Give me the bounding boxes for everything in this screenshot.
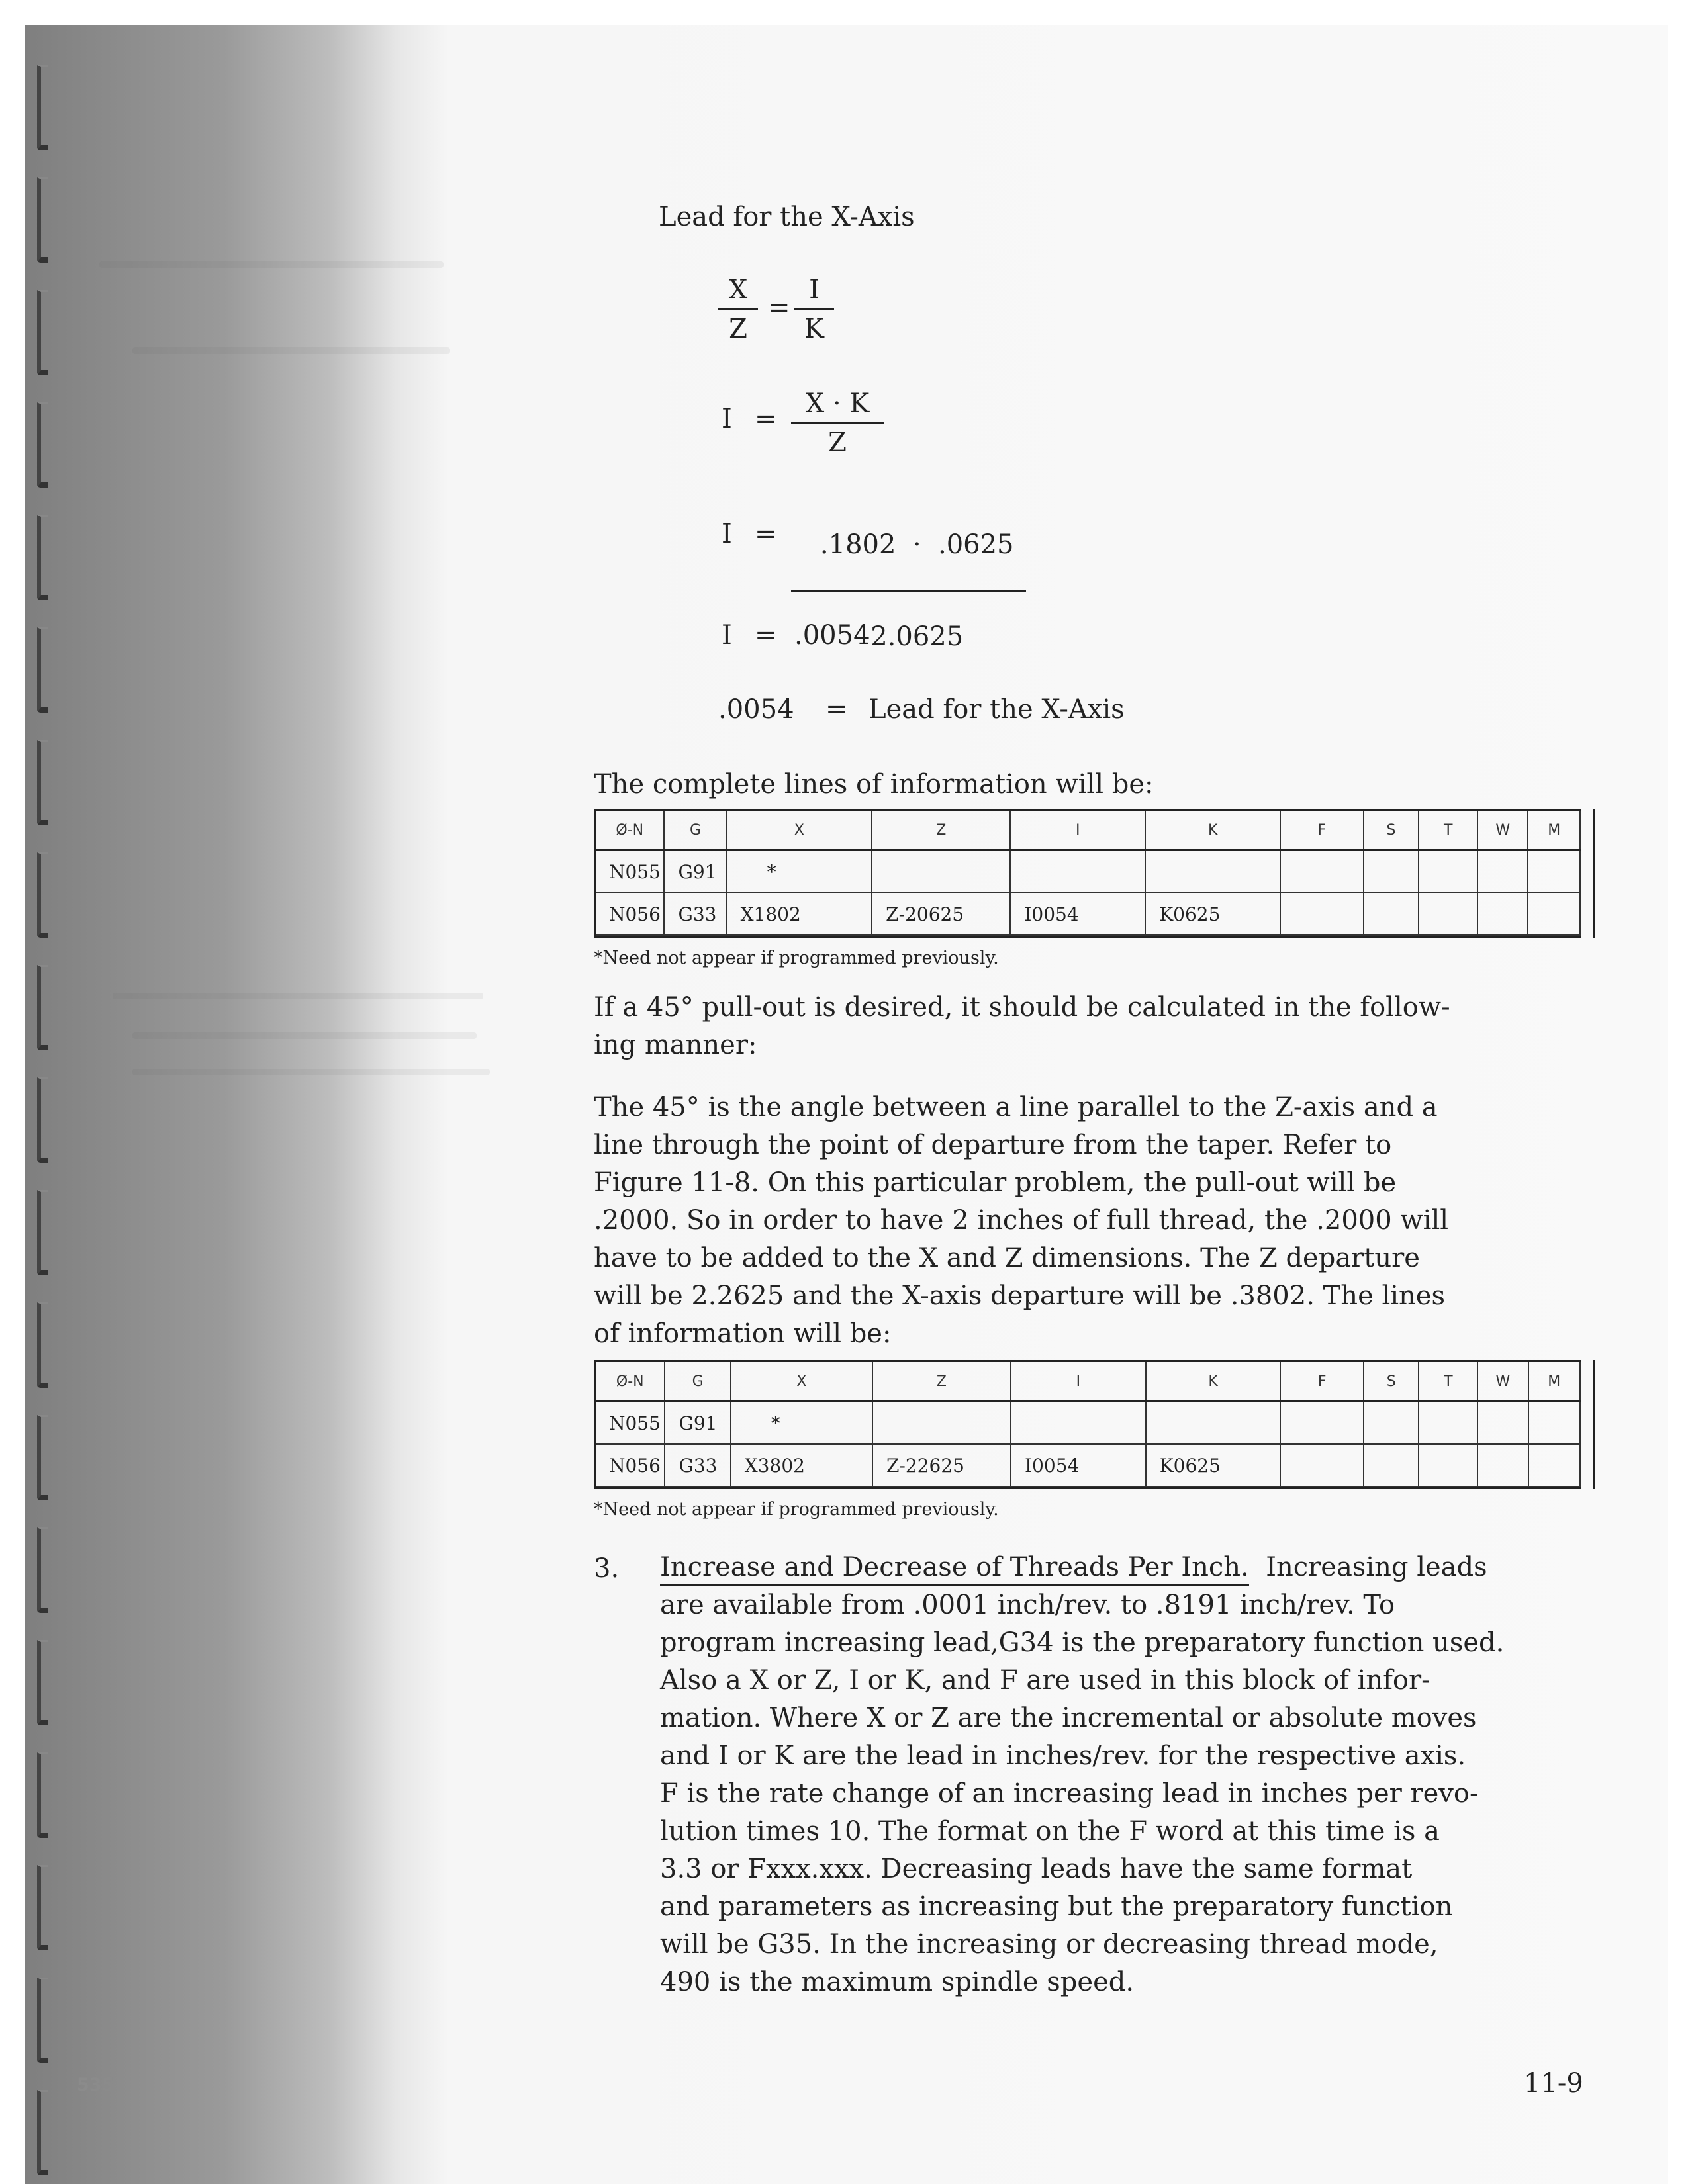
binding-ring [37,965,48,1050]
table-footnote: *Need not appear if programmed previously. [594,948,999,968]
binding-ring [37,290,48,375]
equals-sign: = [825,694,848,725]
fraction-i-over-k [794,277,834,342]
text-line: and I or K are the lead in inches/rev. for the respective axis. [660,1741,1466,1771]
table-cell [1364,850,1419,893]
binding-ring [37,1415,48,1500]
header-cell: S [1364,1362,1419,1402]
table-cell [1528,893,1580,935]
text-line: If a 45° pull-out is desired, it should be calculated in the follow- [594,992,1450,1023]
header-cell: X [731,1362,872,1402]
text-line: program increasing lead,G34 is the preparatory function used. [660,1627,1505,1658]
fraction-x-over-z [718,277,758,342]
table-row [596,1402,1580,1445]
text-line: Figure 11-8. On this particular problem, the pull-out will be [594,1167,1397,1198]
binding-ring [37,1865,48,1950]
table-cell [1010,850,1145,893]
table-cell: K0625 [1146,1444,1281,1486]
table-cell: Z-22625 [872,1444,1011,1486]
denominator: Z [828,428,847,458]
table-cell: I0054 [1011,1444,1146,1486]
table-cell [1419,850,1477,893]
numerator: X [728,275,748,305]
equals-sign: = [755,404,777,434]
binding-ring [37,1640,48,1725]
table-cell [1528,1402,1580,1445]
fraction-xk-over-z [791,390,884,456]
denominator: 2.0625 [870,621,964,652]
table-cell [1280,1444,1363,1486]
table-cell: N055 [596,850,664,893]
table-cell [1477,893,1528,935]
table-cell [1364,1444,1419,1486]
text-line: line through the point of departure from the taper. Refer to [594,1130,1392,1160]
binding-ring [37,1527,48,1613]
text-line: ing manner: [594,1030,757,1060]
table-cell: G91 [664,850,726,893]
binding-ring [37,177,48,263]
table-cell: N055 [596,1402,665,1445]
table-cell [1528,850,1580,893]
table-cell: * [727,850,872,893]
binding-ring [37,1190,48,1275]
text-line: F is the rate change of an increasing lead in inches per revo- [660,1778,1479,1809]
table-cell: X3802 [731,1444,872,1486]
text-line: 490 is the maximum spindle speed. [660,1967,1135,1997]
table-cell [1364,1402,1419,1445]
equals-sign: = [755,519,777,549]
table-cell [1280,1402,1363,1445]
table-header-row [596,811,1580,850]
binding-ring [37,2090,48,2175]
text-line: 3.3 or Fxxx.xxx. Decreasing leads have the same format [660,1854,1413,1884]
denominator: K [804,314,824,344]
eq2-lhs: I [722,404,732,434]
table-row [596,1444,1580,1486]
lead-heading: Lead for the X-Axis [659,202,915,232]
pullout-paragraph [594,989,1450,1064]
header-cell: K [1146,1362,1281,1402]
header-cell: W [1477,811,1528,850]
eq5-lhs: .0054 [718,694,794,725]
angle-paragraph [594,1089,1448,1353]
table-row [596,893,1580,935]
text-line: mation. Where X or Z are the incremental or absolute moves [660,1703,1477,1733]
binding-ring [37,740,48,825]
binding-ring [37,852,48,938]
table-cell: N056 [596,1444,665,1486]
text-line: The 45° is the angle between a line parallel to the Z-axis and a [594,1092,1438,1122]
table-cell: X1802 [727,893,872,935]
table-cell [1011,1402,1146,1445]
table-cell [872,850,1010,893]
header-cell: I [1011,1362,1146,1402]
eq4-lhs: I [722,620,732,651]
text-line: lution times 10. The format on the F word at this time is a [660,1816,1440,1846]
text-line: are available from .0001 inch/rev. to .8191 inch/rev. To [660,1590,1395,1620]
header-cell: T [1419,811,1477,850]
header-cell: S [1364,811,1419,850]
page-number: 11-9 [1524,2068,1583,2099]
section-title: Increase and Decrease of Threads Per Inch. [660,1552,1249,1586]
bleed-through [132,1069,490,1075]
corner-number: 535 [77,2075,115,2095]
table-cell [1477,1444,1528,1486]
binding-ring [37,515,48,600]
eq5-rhs: Lead for the X-Axis [868,694,1125,725]
equals-sign: = [755,620,777,651]
text-line: of information will be: [594,1318,892,1349]
table-row [596,850,1580,893]
equals-sign: = [768,293,790,323]
header-cell: Z [872,811,1010,850]
table-cell [1280,893,1363,935]
table-cell [1145,850,1280,893]
header-cell: X [727,811,872,850]
table-cell [1364,893,1419,935]
numerator: I [809,275,820,305]
table-cell: G33 [665,1444,730,1486]
table-cell: N056 [596,893,664,935]
table-cell: G91 [665,1402,730,1445]
header-cell: K [1145,811,1280,850]
header-cell: G [664,811,726,850]
table-cell: * [731,1402,872,1445]
header-cell: Ø-N [596,811,664,850]
text-line: will be G35. In the increasing or decreasing thread mode, [660,1929,1438,1960]
table-cell [1477,850,1528,893]
header-cell: M [1528,1362,1580,1402]
program-table-1 [594,809,1581,938]
spiral-binding [25,65,65,2183]
bleed-through [113,993,483,999]
table-cell [872,1402,1011,1445]
table-cell: G33 [664,893,726,935]
eq4-result: .0054 [794,620,870,651]
numerator: .1802 · .0625 [820,529,1014,560]
header-cell: G [665,1362,730,1402]
table-cell [1419,1402,1477,1445]
binding-ring [37,627,48,713]
binding-ring [37,402,48,488]
bleed-through [132,1032,477,1039]
text-line: Also a X or Z, I or K, and F are used in this block of infor- [660,1665,1430,1696]
binding-ring [37,1752,48,1838]
section-3-paragraph [660,1549,1504,2001]
section-first-line-rest: Increasing leads [1266,1552,1487,1582]
table-cell [1419,893,1477,935]
header-cell: F [1280,811,1363,850]
table-border [1593,809,1595,938]
text-line [660,1549,1504,1586]
bleed-through [99,261,444,268]
table-cell [1280,850,1363,893]
header-cell: I [1010,811,1145,850]
numerator: X · K [805,388,870,419]
denominator: Z [729,314,747,344]
header-cell: F [1280,1362,1363,1402]
binding-ring [37,1302,48,1388]
table-cell: K0625 [1145,893,1280,935]
table-cell: I0054 [1010,893,1145,935]
table-cell [1419,1444,1477,1486]
binding-ring [37,65,48,150]
table-cell [1528,1444,1580,1486]
intro-text: The complete lines of information will be: [594,769,1154,799]
table-cell [1477,1402,1528,1445]
text-line: and parameters as increasing but the preparatory function [660,1891,1453,1922]
header-cell: Z [872,1362,1011,1402]
header-cell: M [1528,811,1580,850]
binding-ring [37,1077,48,1163]
table-footnote: *Need not appear if programmed previously. [594,1499,999,1520]
header-cell: T [1419,1362,1477,1402]
text-line: have to be added to the X and Z dimensions. The Z departure [594,1243,1420,1273]
program-table-2 [594,1360,1581,1489]
table-cell: Z-20625 [872,893,1010,935]
section-number: 3. [594,1553,620,1584]
table-header-row [596,1362,1580,1402]
binding-ring [37,1978,48,2063]
text-line: .2000. So in order to have 2 inches of full thread, the .2000 will [594,1205,1449,1236]
bleed-through [132,347,450,354]
header-cell: W [1477,1362,1528,1402]
table-cell [1146,1402,1281,1445]
eq3-lhs: I [722,519,732,549]
table-border [1593,1360,1595,1489]
text-line: will be 2.2625 and the X-axis departure will be .3802. The lines [594,1281,1445,1311]
header-cell: Ø-N [596,1362,665,1402]
